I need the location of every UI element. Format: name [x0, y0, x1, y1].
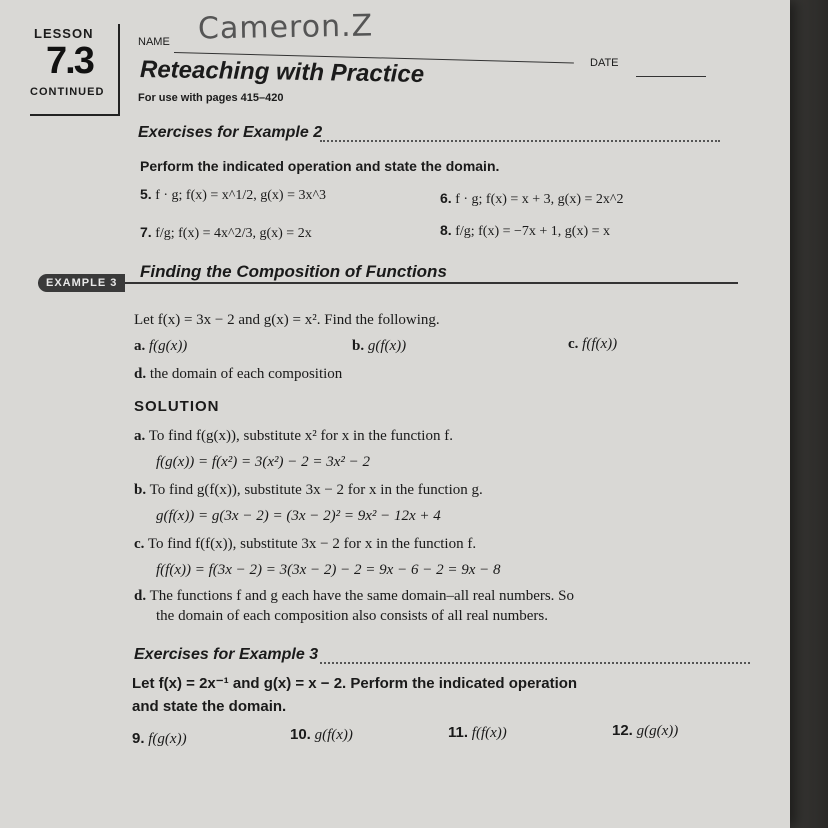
- dotted-rule: [320, 662, 750, 664]
- example-title: Finding the Composition of Functions: [140, 262, 447, 281]
- example-part: a. f(g(x)): [134, 338, 188, 354]
- name-handwritten: Cameron.Z: [197, 8, 374, 47]
- exercise-item: 7. f/g; f(x) = 4x^2/3, g(x) = 2x: [140, 224, 312, 241]
- exercises-ex3-instruction-cont: and state the domain.: [132, 698, 287, 715]
- solution-heading: SOLUTION: [134, 398, 220, 415]
- example-rule: [38, 282, 738, 284]
- exercise-item: 9. f(g(x)): [132, 730, 187, 747]
- continued-label: CONTINUED: [30, 86, 105, 98]
- page-subtitle: For use with pages 415–420: [138, 92, 284, 104]
- date-label: DATE: [590, 57, 619, 69]
- exercise-item: 11. f(f(x)): [448, 724, 507, 741]
- solution-work: f(g(x)) = f(x²) = 3(x²) − 2 = 3x² − 2: [156, 454, 371, 470]
- example-prompt: Let f(x) = 3x − 2 and g(x) = x². Find the following.: [134, 312, 440, 328]
- solution-step: b. To find g(f(x)), substitute 3x − 2 for x in the function g.: [134, 482, 483, 498]
- page-title: Reteaching with Practice: [139, 56, 425, 88]
- example-tag: EXAMPLE 3: [38, 274, 125, 292]
- date-line: [636, 76, 706, 77]
- exercise-item: 10. g(f(x)): [290, 726, 353, 743]
- solution-step: c. To find f(f(x)), substitute 3x − 2 for x in the function f.: [134, 536, 477, 552]
- exercises-ex3-heading: Exercises for Example 3: [134, 646, 319, 663]
- exercise-item: 12. g(g(x)): [612, 722, 679, 739]
- lesson-label: LESSON: [34, 26, 94, 41]
- example-part: b. g(f(x)): [352, 338, 407, 354]
- exercise-item: 8. f/g; f(x) = −7x + 1, g(x) = x: [440, 222, 611, 239]
- solution-step: a. To find f(g(x)), substitute x² for x in the function f.: [134, 428, 453, 444]
- lesson-number: 7.3: [46, 40, 93, 82]
- example-part: c. f(f(x)): [568, 336, 618, 352]
- exercises-ex2-heading: Exercises for Example 2: [138, 124, 323, 141]
- solution-work: f(f(x)) = f(3x − 2) = 3(3x − 2) − 2 = 9x − 6 − 2 = 9x − 8: [156, 562, 501, 578]
- example-part: d. the domain of each composition: [134, 366, 343, 382]
- solution-step-d-cont: the domain of each composition also consists of all real numbers.: [156, 608, 548, 624]
- name-label: NAME: [138, 36, 170, 48]
- exercise-item: 5. f · g; f(x) = x^1/2, g(x) = 3x^3: [140, 186, 327, 203]
- dotted-rule: [320, 140, 720, 142]
- exercise-item: 6. f · g; f(x) = x + 3, g(x) = 2x^2: [440, 190, 624, 207]
- exercises-ex2-instruction: Perform the indicated operation and state the domain.: [140, 158, 500, 174]
- solution-work: g(f(x)) = g(3x − 2) = (3x − 2)² = 9x² − 12x + 4: [156, 508, 441, 524]
- solution-step-d: d. The functions f and g each have the same domain–all real numbers. So: [134, 588, 575, 604]
- exercises-ex3-instruction: Let f(x) = 2x⁻¹ and g(x) = x − 2. Perform the indicated operation: [132, 675, 578, 692]
